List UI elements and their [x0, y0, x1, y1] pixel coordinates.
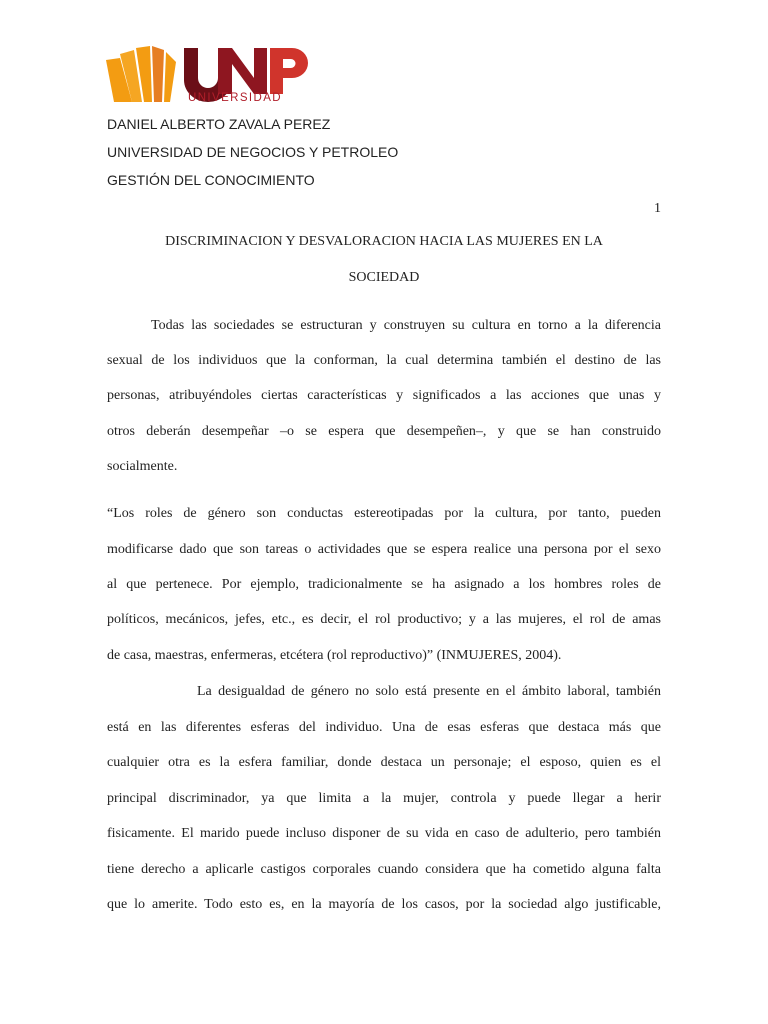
paragraph-1-line: socialmente. [107, 459, 178, 474]
paragraph-3-line: La desigualdad de género no solo está presente en el ámbito laboral, también [197, 684, 661, 699]
paragraph-2-line: de casa, maestras, enfermeras, etcétera (rol reproductivo)” (INMUJERES, 2004). [107, 648, 562, 663]
page-number: 1 [654, 201, 661, 216]
author-name: DANIEL ALBERTO ZAVALA PEREZ [107, 116, 331, 132]
paragraph-2-line: políticos, mecánicos, jefes, etc., es decir, el rol productivo; y a las mujeres, el rol de amas [107, 612, 661, 627]
paragraph-3-line: cualquier otra es la esfera familiar, donde destaca un personaje; el esposo, quien es el [107, 755, 661, 770]
paragraph-2-line: modificarse dado que son tareas o actividades que se espera realice una persona por el sexo [107, 542, 661, 557]
university-logo [106, 44, 310, 106]
paragraph-1-line: sexual de los individuos que la conforman, la cual determina también el destino de las [107, 353, 661, 368]
course-name: GESTIÓN DEL CONOCIMIENTO [107, 172, 315, 188]
paragraph-2-line: “Los roles de género son conductas estereotipadas por la cultura, por tanto, pueden [107, 506, 661, 521]
paragraph-1-line: otros deberán desempeñar –o se espera que desempeñen–, y que se han construido [107, 424, 661, 439]
paragraph-3-line: tiene derecho a aplicarle castigos corporales cuando considera que ha cometido alguna falta [107, 862, 661, 877]
paragraph-1-line: personas, atribuyéndoles ciertas características y significados a las acciones que unas y [107, 388, 661, 403]
paragraph-3-line: fisicamente. El marido puede incluso disponer de su vida en caso de adulterio, pero también [107, 826, 661, 841]
paragraph-3-line: que lo amerite. Todo esto es, en la mayoría de los casos, por la sociedad algo justificable, [107, 897, 661, 912]
sunburst-icon [106, 46, 176, 102]
paragraph-1-line: Todas las sociedades se estructuran y construyen su cultura en torno a la diferencia [151, 318, 661, 333]
paragraph-3-line: principal discriminador, ya que limita a la mujer, controla y puede llegar a herir [107, 791, 661, 806]
university-name: UNIVERSIDAD DE NEGOCIOS Y PETROLEO [107, 144, 399, 160]
document-title-line-1: DISCRIMINACION Y DESVALORACION HACIA LAS MUJERES EN LA [165, 234, 603, 249]
paragraph-3-line: está en las diferentes esferas del individuo. Una de esas esferas que destaca más que [107, 720, 661, 735]
paragraph-2-line: al que pertenece. Por ejemplo, tradicionalmente se ha asignado a los hombres roles de [107, 577, 661, 592]
logo-caption: UNIVERSIDAD [188, 92, 282, 104]
document-title-line-2: SOCIEDAD [348, 270, 420, 285]
